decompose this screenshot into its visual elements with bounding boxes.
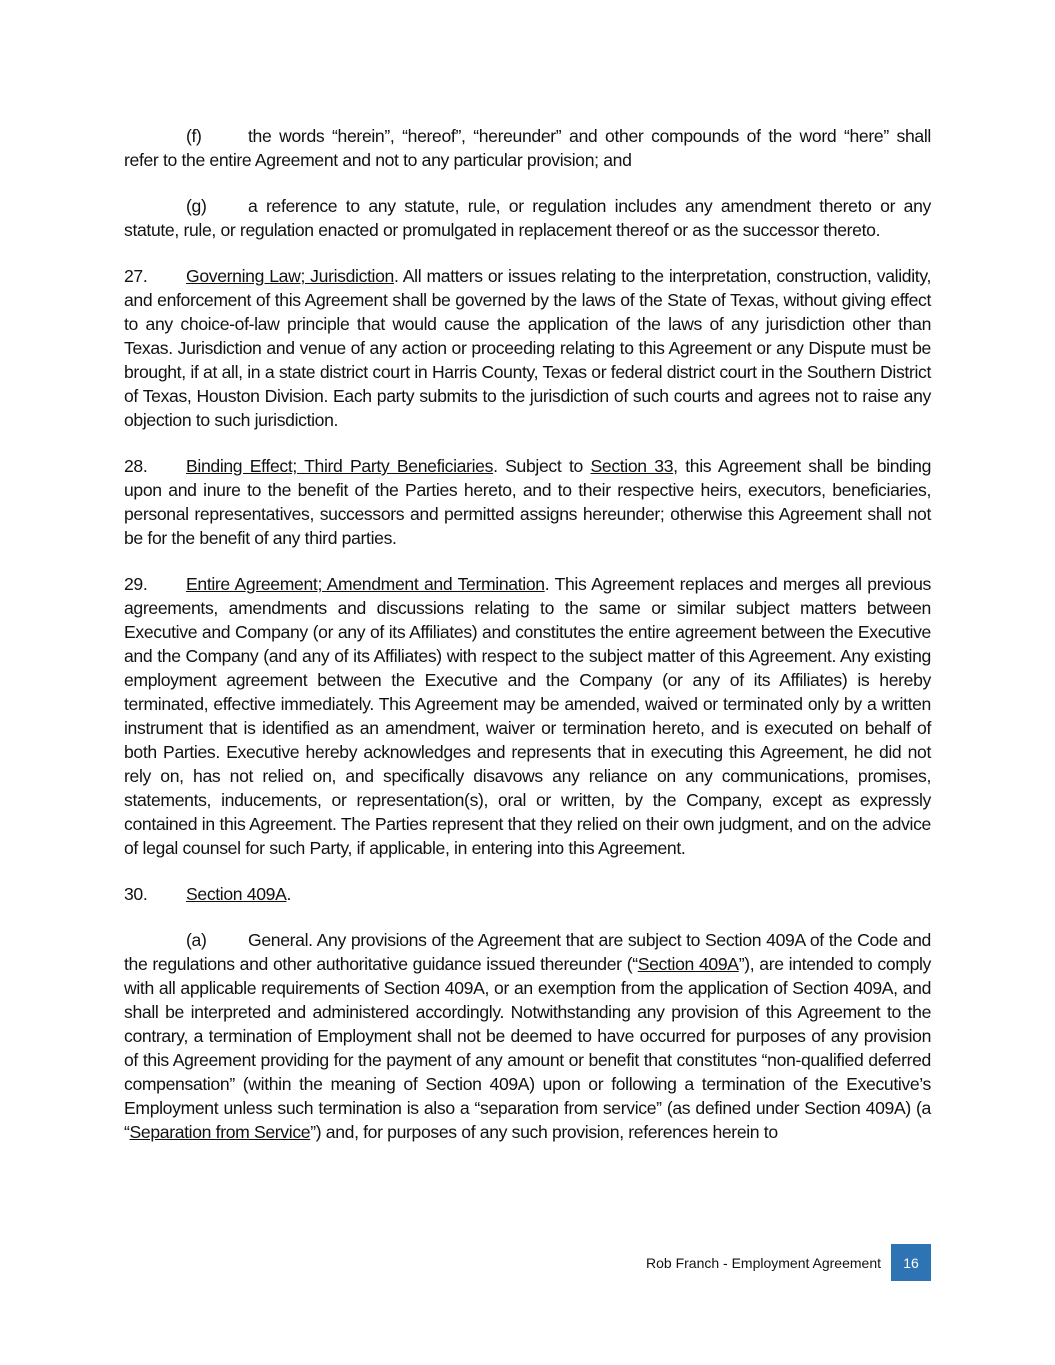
section-27 xyxy=(124,264,931,432)
clause-label: (a) xyxy=(186,930,207,950)
footer-title: Rob Franch - Employment Agreement xyxy=(646,1254,881,1271)
section-heading: Entire Agreement; Amendment and Termination xyxy=(186,574,545,594)
clause-text: General. Any provisions of the Agreement that are subject to Section 409A of the Code and the regulations and other authoritative guidance issued thereunder (“ xyxy=(124,930,931,974)
section-30 xyxy=(124,882,931,906)
clause-text: a reference to any statute, rule, or regulation includes any amendment thereto or any statute, rule, or regulation enacted or promulgated in replacement thereof or as the successor thereto. xyxy=(124,196,931,240)
section-text: . xyxy=(286,884,292,904)
section-text: . Subject to xyxy=(493,456,591,476)
section-heading: Binding Effect; Third Party Beneficiaries xyxy=(186,456,494,476)
clause-text: ”) and, for purposes of any such provision, references herein to xyxy=(310,1122,778,1142)
clause-text: ”), are intended to comply with all applicable requirements of Section 409A, or an exemption from the application of Section 409A, and shall be interpreted and administered accordingly. Notwithstanding any provision of this Agreement to the contrary, a termination of Employment shall not be deemed to have occurred for purposes of any provision of this Agreement providing for the payment of any amount or benefit that constitutes “non-qualified deferred compensation” (within the meaning of Section 409A) upon or following a termination of the Executive’s Employment unless such termination is also a “separation from service” (as defined under Section 409A) (a “ xyxy=(124,954,932,1142)
clause-label: (f) xyxy=(186,126,202,146)
clause-f xyxy=(124,124,931,172)
section-number: 29. xyxy=(124,574,148,594)
section-number: 28. xyxy=(124,456,148,476)
section-28 xyxy=(124,454,931,550)
clause-g xyxy=(124,194,931,242)
page-footer xyxy=(646,1244,931,1281)
section-text: , this Agreement shall be binding upon and inure to the benefit of the Parties hereto, and to their respective heirs, executors, beneficiaries, personal representatives, successors and permitted assigns hereunder; otherwise this Agreement shall not be for the benefit of any third parties. xyxy=(124,456,931,548)
section-reference: Section 33 xyxy=(590,456,674,476)
defined-term: Section 409A xyxy=(637,954,739,974)
section-text: . All matters or issues relating to the interpretation, construction, validity, and enforcement of this Agreement shall be governed by the laws of the State of Texas, without giving effect to any choice-of-law principle that would cause the application of the laws of any jurisdiction other than Texas. Jurisdiction and venue of any action or proceeding relating to this Agreement or any Dispute must be brought, if at all, in a state district court in Harris County, Texas or federal district court in the Southern District of Texas, Houston Division. Each party submits to the jurisdiction of such courts and agrees not to raise any objection to such jurisdiction. xyxy=(124,266,931,430)
clause-text: the words “herein”, “hereof”, “hereunder” and other compounds of the word “here” shall refer to the entire Agreement and not to any particular provision; and xyxy=(124,126,931,170)
defined-term: Separation from Service xyxy=(129,1122,311,1142)
section-number: 30. xyxy=(124,884,148,904)
page-number-badge: 16 xyxy=(891,1244,931,1281)
section-number: 27. xyxy=(124,266,148,286)
section-text: . This Agreement replaces and merges all previous agreements, amendments and discussions relating to the same or similar subject matters between Executive and Company (or any of its Affiliates) and constitutes the entire agreement between the Executive and the Company (and any of its Affiliates) with respect to the subject matter of this Agreement. Any existing employment agreement between the Executive and the Company (or any of its Affiliates) is hereby terminated, effective immediately. This Agreement may be amended, waived or terminated only by a written instrument that is identified as an amendment, waiver or termination hereto, and is executed on behalf of both Parties. Executive hereby acknowledges and represents that in executing this Agreement, he did not rely on, has not relied on, and specifically disavows any reliance on any communications, promises, statements, inducements, or representation(s), oral or written, by the Company, except as expressly contained in this Agreement. The Parties represent that they relied on their own judgment, and on the advice of legal counsel for such Party, if applicable, in entering into this Agreement. xyxy=(124,574,932,858)
document-body xyxy=(124,124,931,1166)
section-29 xyxy=(124,572,931,860)
section-heading: Governing Law; Jurisdiction xyxy=(186,266,394,286)
clause-a xyxy=(124,928,931,1144)
clause-label: (g) xyxy=(186,196,207,216)
section-heading: Section 409A xyxy=(186,884,287,904)
